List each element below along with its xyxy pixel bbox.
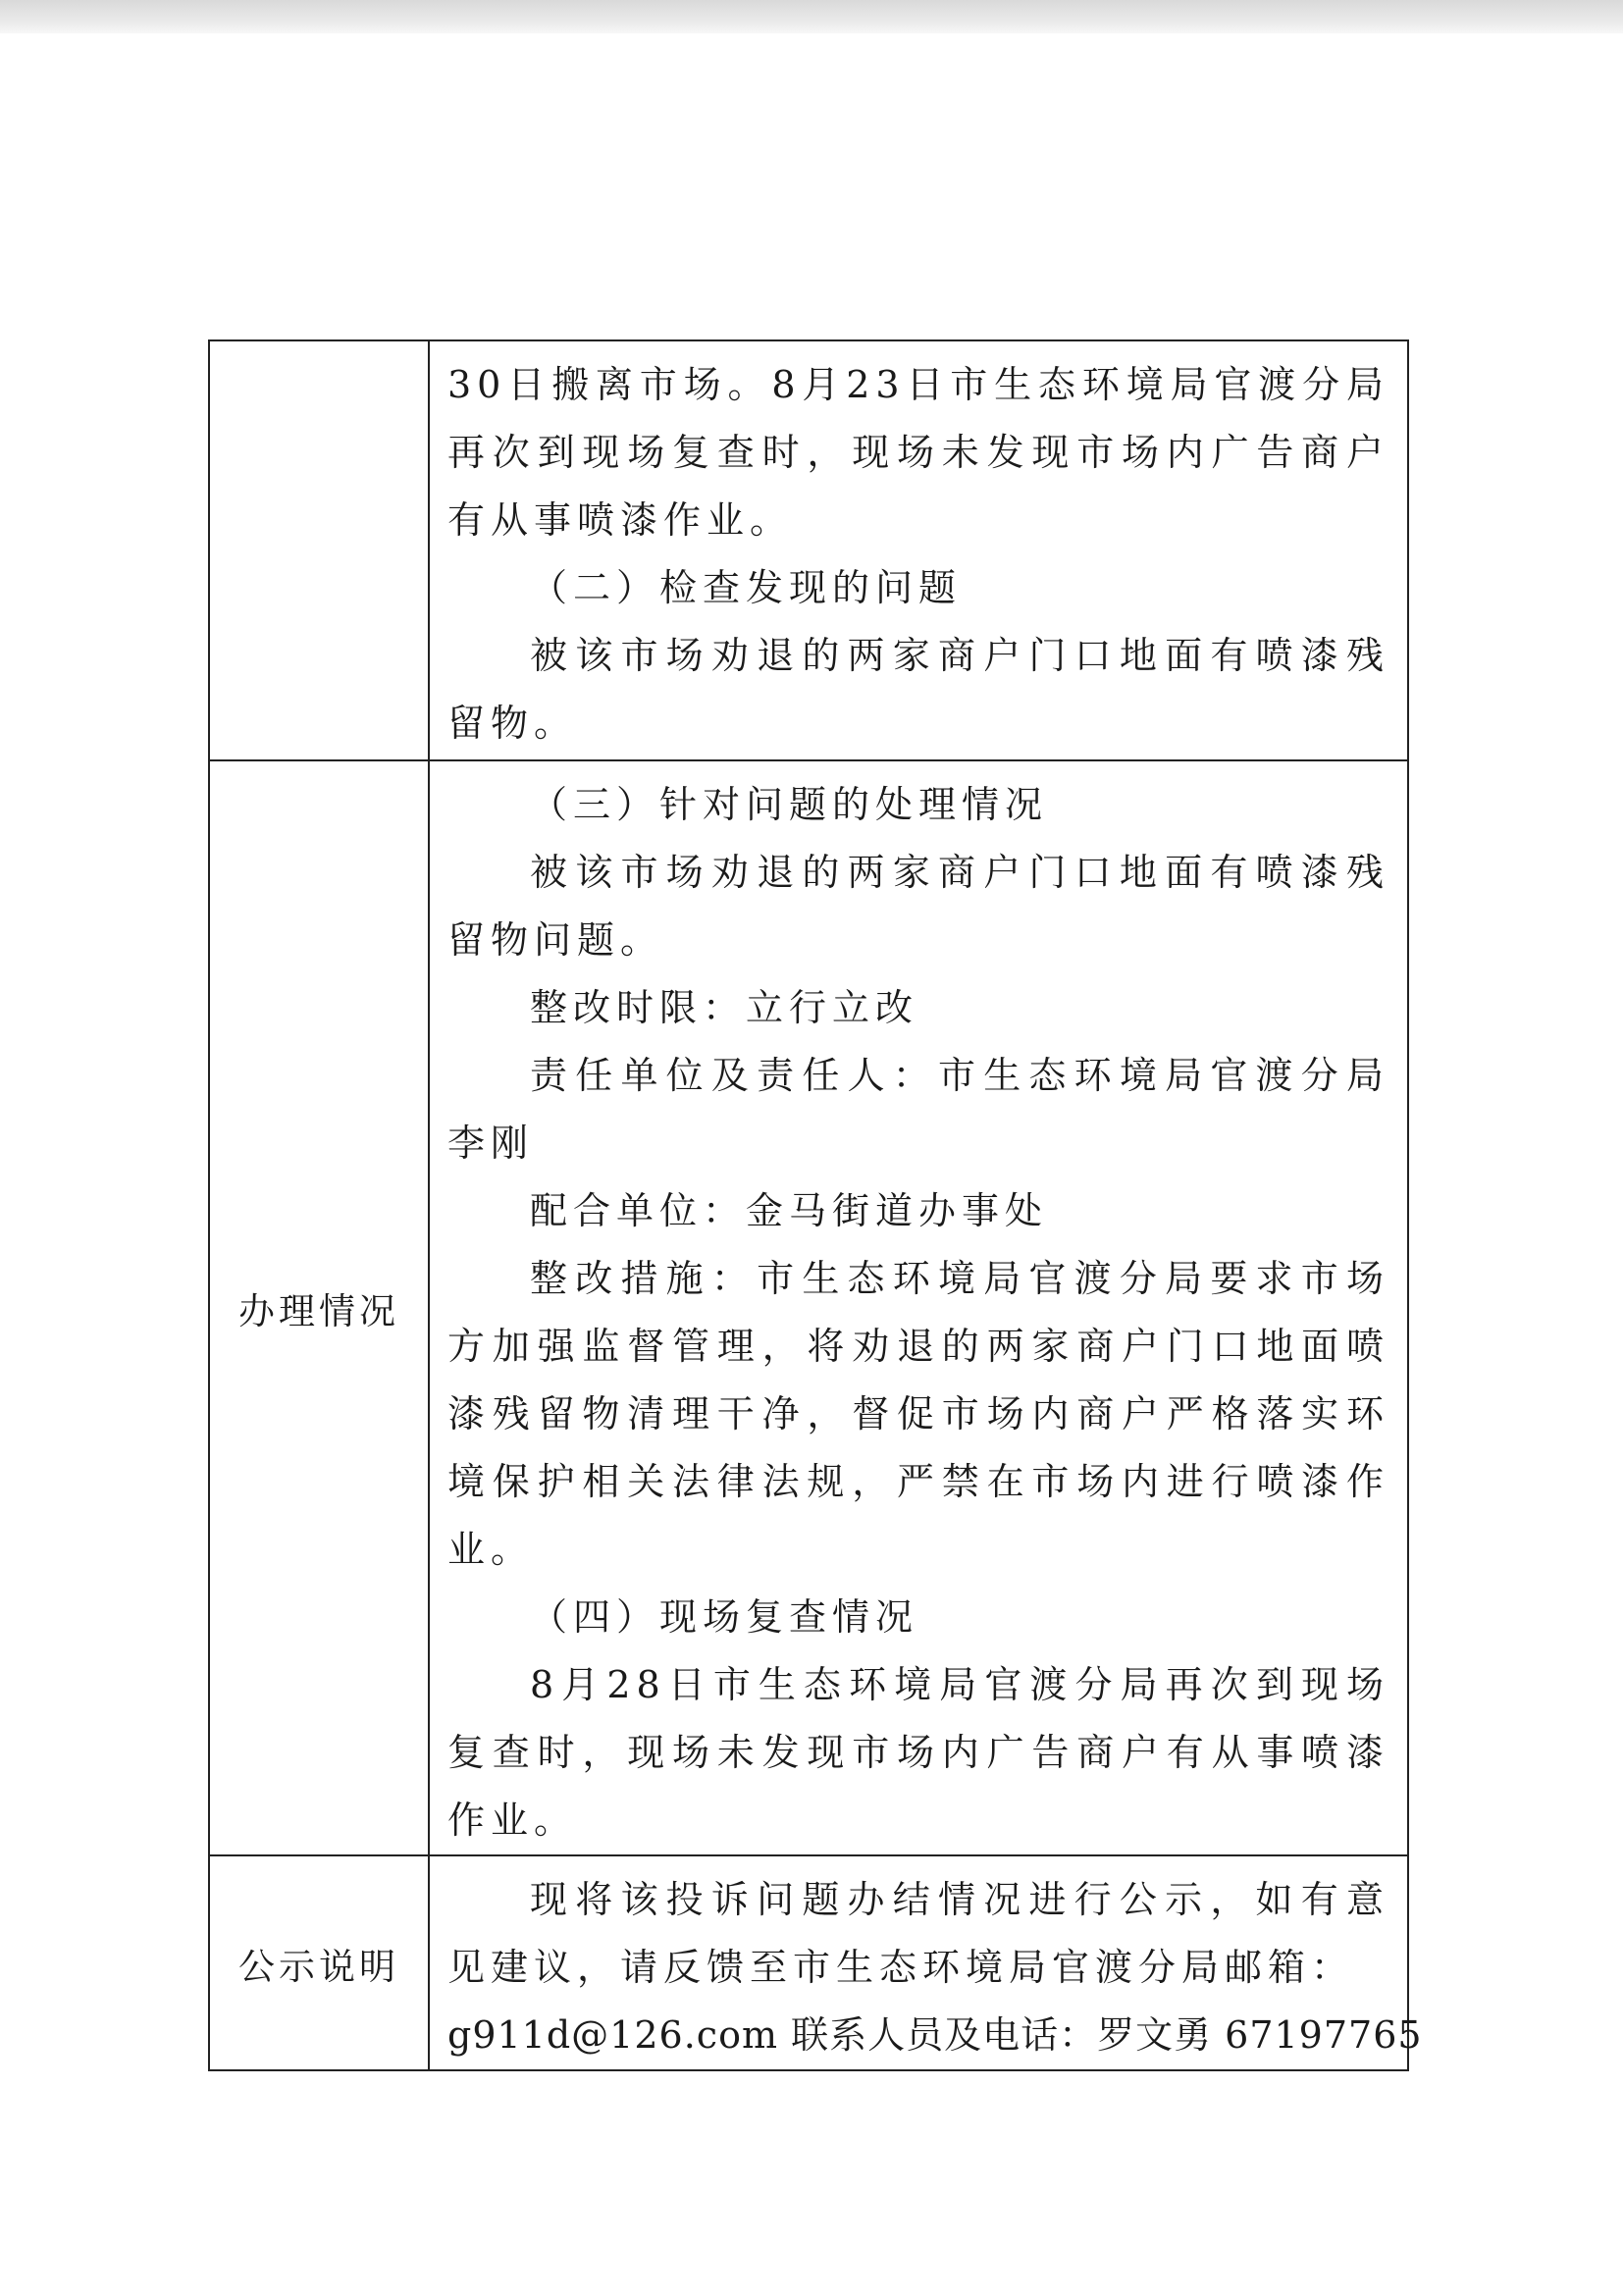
paragraph: 责任单位及责任人：市生态环境局官渡分局 李刚 xyxy=(447,1054,1389,1165)
notice-table xyxy=(208,339,1423,2071)
section-heading: （四）现场复查情况 xyxy=(530,1595,919,1639)
paragraph: 30日搬离市场。8月23日市生态环境局官渡分局再次到现场复查时，现场未发现市场内广告商户有从事喷漆作业。 xyxy=(447,363,1389,542)
section-heading: （二）检查发现的问题 xyxy=(530,566,963,609)
paragraph: 8月28日市生态环境局官渡分局再次到现场复查时，现场未发现市场内广告商户有从事喷漆作业。 xyxy=(447,1663,1389,1842)
paragraph: 整改时限：立行立改 xyxy=(530,986,919,1029)
paragraph: 配合单位：金马街道办事处 xyxy=(530,1189,1049,1232)
paragraph: 被该市场劝退的两家商户门口地面有喷漆残留物。 xyxy=(447,634,1389,745)
table-row xyxy=(209,340,1408,760)
paragraph: 被该市场劝退的两家商户门口地面有喷漆残留物问题。 xyxy=(447,851,1389,962)
row-label: 办理情况 xyxy=(209,760,429,1855)
table-row xyxy=(209,760,1408,1855)
contact-line: g911d@126.com 联系人员及电话：罗文勇 67197765 xyxy=(447,2013,1423,2057)
row-content xyxy=(429,340,1408,760)
scan-top-edge xyxy=(0,0,1623,33)
row-content xyxy=(429,760,1408,1855)
table-row xyxy=(209,1855,1408,2070)
paragraph: 现将该投诉问题办结情况进行公示，如有意见建议，请反馈至市生态环境局官渡分局邮箱： xyxy=(447,1878,1389,1989)
section-heading: （三）针对问题的处理情况 xyxy=(530,783,1049,826)
row-label xyxy=(209,340,429,760)
paragraph: 整改措施：市生态环境局官渡分局要求市场方加强监督管理，将劝退的两家商户门口地面喷漆残留物清理干净，督促市场内商户严格落实环境保护相关法律法规，严禁在市场内进行喷漆作业。 xyxy=(447,1257,1389,1571)
row-label: 公示说明 xyxy=(209,1855,429,2070)
row-content xyxy=(429,1855,1423,2070)
